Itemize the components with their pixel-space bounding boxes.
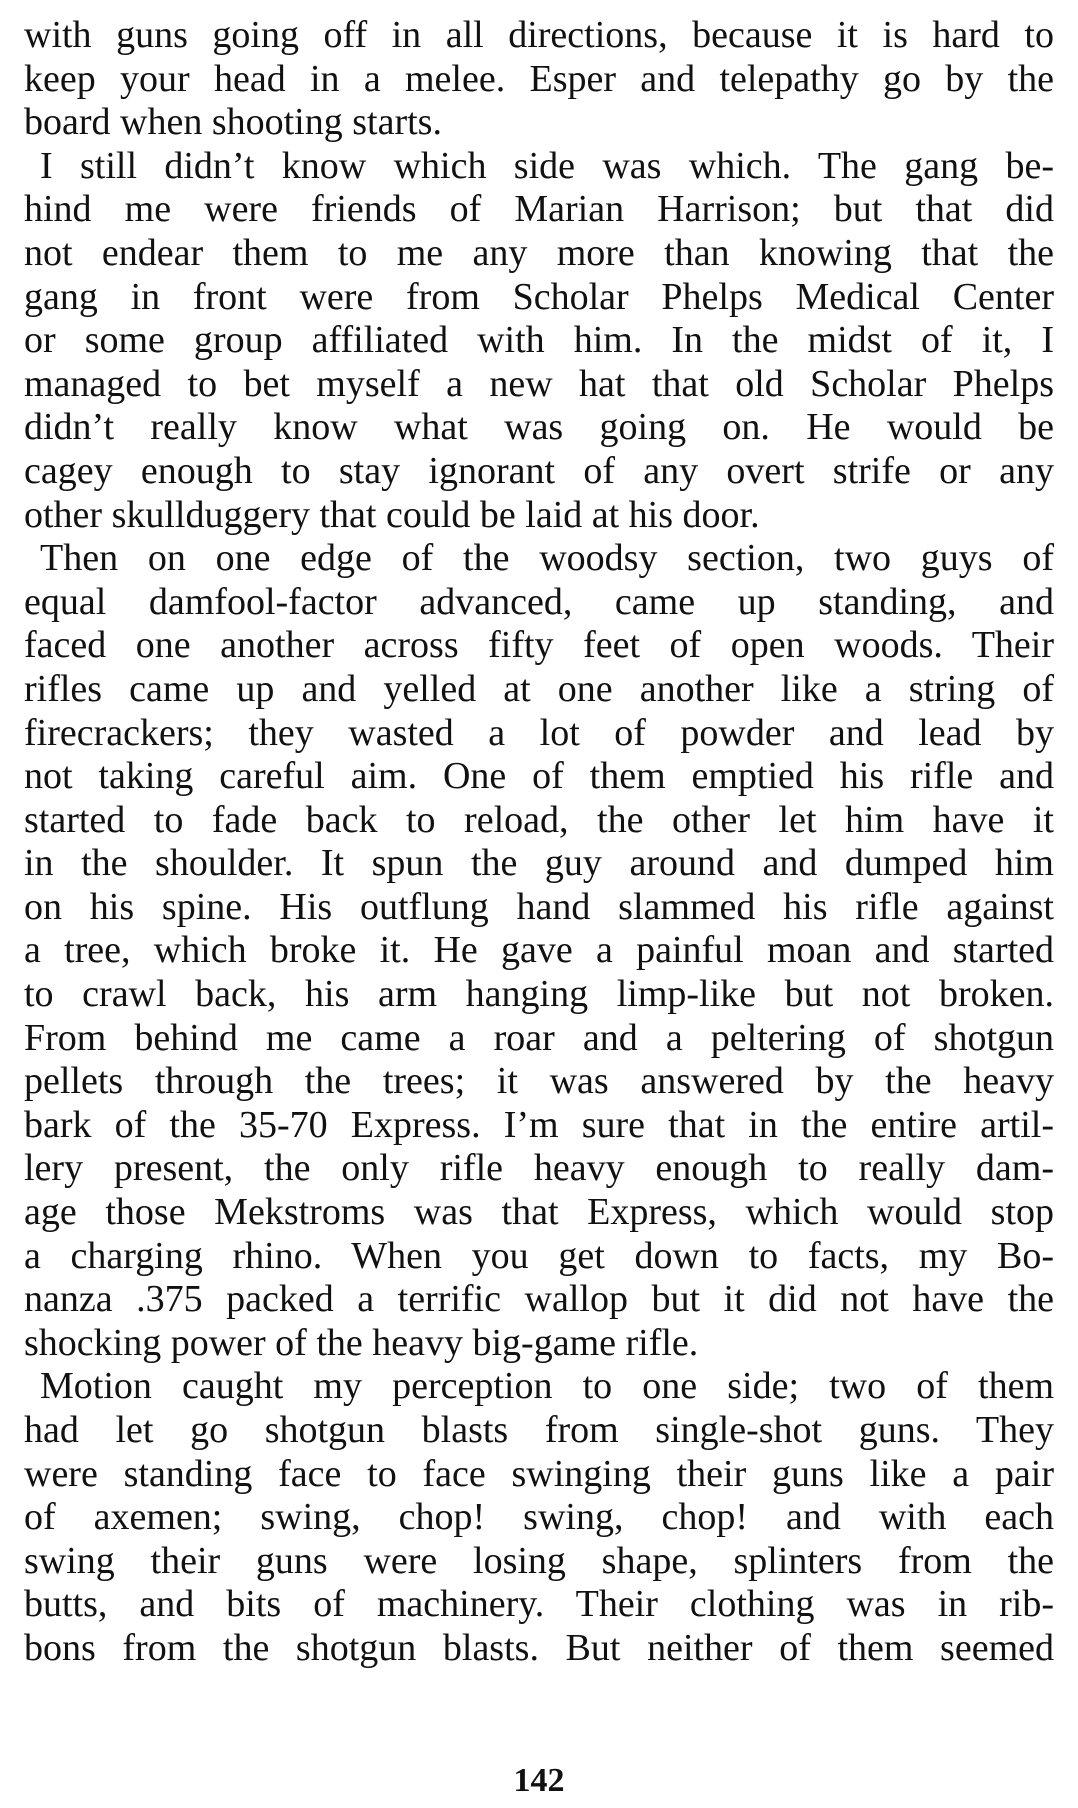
book-page [24,14,1054,1804]
body-text [24,14,1054,1671]
text-line: in the shoulder. It spun the guy around and dumped him [24,842,1054,885]
text-line: hind me were friends of Marian Harrison; but that did [24,188,1054,231]
text-line: faced one another across fifty feet of open woods. Their [24,624,1054,667]
text-line: with guns going off in all directions, because it is hard to [24,14,1054,56]
text-line: lery present, the only rifle heavy enough to really dam- [24,1147,1054,1190]
text-line: had let go shotgun blasts from single-shot guns. They [24,1409,1054,1451]
text-line: keep your head in a melee. Esper and telepathy go by the [24,57,1054,100]
text-line: didn’t really know what was going on. He would be [24,406,1054,449]
paragraph [24,14,1054,145]
paragraph [24,1365,1054,1670]
text-line: were standing face to face swinging their guns like a pair [24,1452,1054,1495]
text-line: not endear them to me any more than knowing that the [24,231,1054,274]
text-line: butts, and bits of machinery. Their clothing was in rib- [24,1583,1054,1626]
text-line: firecrackers; they wasted a lot of powder and lead by [24,711,1054,754]
text-line: gang in front were from Scholar Phelps Medical Center [24,275,1054,318]
text-line: managed to bet myself a new hat that old Scholar Phelps [24,362,1054,405]
text-line: not taking careful aim. One of them emptied his rifle and [24,755,1054,798]
text-line: cagey enough to stay ignorant of any overt strife or any [24,449,1054,492]
text-line: bons from the shotgun blasts. But neither of them seemed [24,1626,1054,1669]
text-line: started to fade back to reload, the other let him have it [24,798,1054,841]
text-line: bark of the 35-70 Express. I’m sure that in the entire artil- [24,1103,1054,1146]
text-line: a charging rhino. When you get down to facts, my Bo- [24,1234,1054,1277]
text-line: or some group affiliated with him. In the midst of it, I [24,319,1054,362]
page-number: 142 [513,1762,565,1799]
text-line: to crawl back, his arm hanging limp-like but not broken. [24,973,1054,1016]
text-line: Then on one edge of the woodsy section, two guys of [40,537,1054,580]
text-line: nanza .375 packed a terrific wallop but it did not have the [24,1278,1054,1321]
text-line: shocking power of the heavy big-game rifle. [24,1321,699,1364]
text-line: other skullduggery that could be laid at his door. [24,493,760,536]
paragraph [24,145,1054,537]
text-line: From behind me came a roar and a peltering of shotgun [24,1016,1054,1059]
text-line: Motion caught my perception to one side; two of them [40,1365,1054,1408]
text-line: age those Mekstroms was that Express, which would stop [24,1191,1054,1234]
text-line: of axemen; swing, chop! swing, chop! and with each [24,1496,1054,1539]
text-line: board when shooting starts. [24,101,442,144]
text-line: pellets through the trees; it was answered by the heavy [24,1060,1054,1103]
text-line: equal damfool-factor advanced, came up standing, and [24,580,1054,623]
text-line: I still didn’t know which side was which. The gang be- [40,144,1054,187]
paragraph [24,537,1054,1365]
text-line: on his spine. His outflung hand slammed his rifle against [24,885,1054,928]
text-line: a tree, which broke it. He gave a painful moan and started [24,929,1054,972]
text-line: rifles came up and yelled at one another like a string of [24,667,1054,710]
text-line: swing their guns were losing shape, splinters from the [24,1539,1054,1582]
